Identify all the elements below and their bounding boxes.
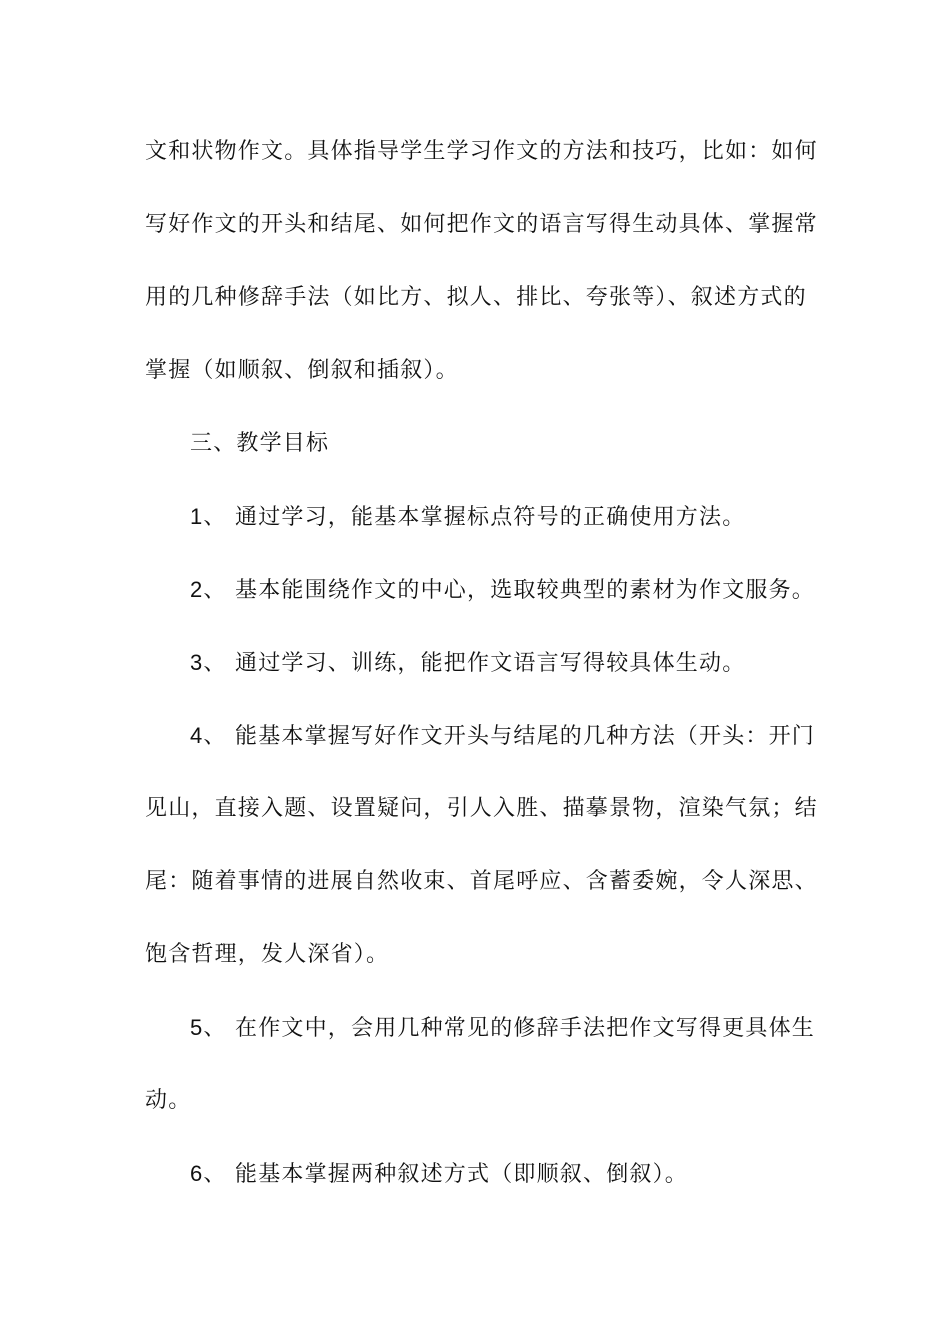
document-body xyxy=(145,115,818,1210)
goal-text: 能基本掌握写好作文开头与结尾的几种方法（开头：开门 xyxy=(235,724,816,749)
goal-text: 通过学习、训练，能把作文语言写得较具体生动。 xyxy=(235,651,746,676)
goal-continuation-line: 尾：随着事情的进展自然收束、首尾呼应、含蓄委婉，令人深思、 xyxy=(145,869,818,894)
goal-number: 2、 xyxy=(190,577,227,602)
section-heading: 三、教学目标 xyxy=(190,431,330,456)
paragraph-line: 用的几种修辞手法（如比方、拟人、排比、夸张等）、叙述方式的 xyxy=(145,285,807,310)
goal-number: 1、 xyxy=(190,504,227,529)
goal-continuation-line: 见山，直接入题、设置疑问，引人入胜、描摹景物，渲染气氛；结 xyxy=(145,796,818,821)
goal-text: 在作文中，会用几种常见的修辞手法把作文写得更具体生 xyxy=(235,1016,816,1041)
paragraph-line: 掌握（如顺叙、倒叙和插叙）。 xyxy=(145,358,459,383)
goal-text: 基本能围绕作文的中心，选取较典型的素材为作文服务。 xyxy=(235,578,816,603)
goal-item-3 xyxy=(145,626,807,699)
goal-number: 3、 xyxy=(190,650,227,675)
goal-item-1 xyxy=(145,480,807,553)
goal-continuation-line: 动。 xyxy=(145,1088,192,1113)
goal-item-4 xyxy=(145,699,816,772)
goal-item-5 xyxy=(145,991,816,1064)
goal-item-2 xyxy=(145,553,816,626)
goal-number: 6、 xyxy=(190,1161,227,1186)
goal-item-6 xyxy=(145,1137,807,1210)
goal-text: 能基本掌握两种叙述方式（即顺叙、倒叙）。 xyxy=(235,1162,689,1187)
goal-continuation-line: 饱含哲理，发人深省）。 xyxy=(145,942,390,967)
paragraph-line: 文和状物作文。具体指导学生学习作文的方法和技巧，比如：如何 xyxy=(145,139,818,164)
goal-number: 4、 xyxy=(190,723,227,748)
goal-text: 通过学习，能基本掌握标点符号的正确使用方法。 xyxy=(235,505,746,530)
goal-number: 5、 xyxy=(190,1015,227,1040)
paragraph-line: 写好作文的开头和结尾、如何把作文的语言写得生动具体、掌握常 xyxy=(145,212,818,237)
